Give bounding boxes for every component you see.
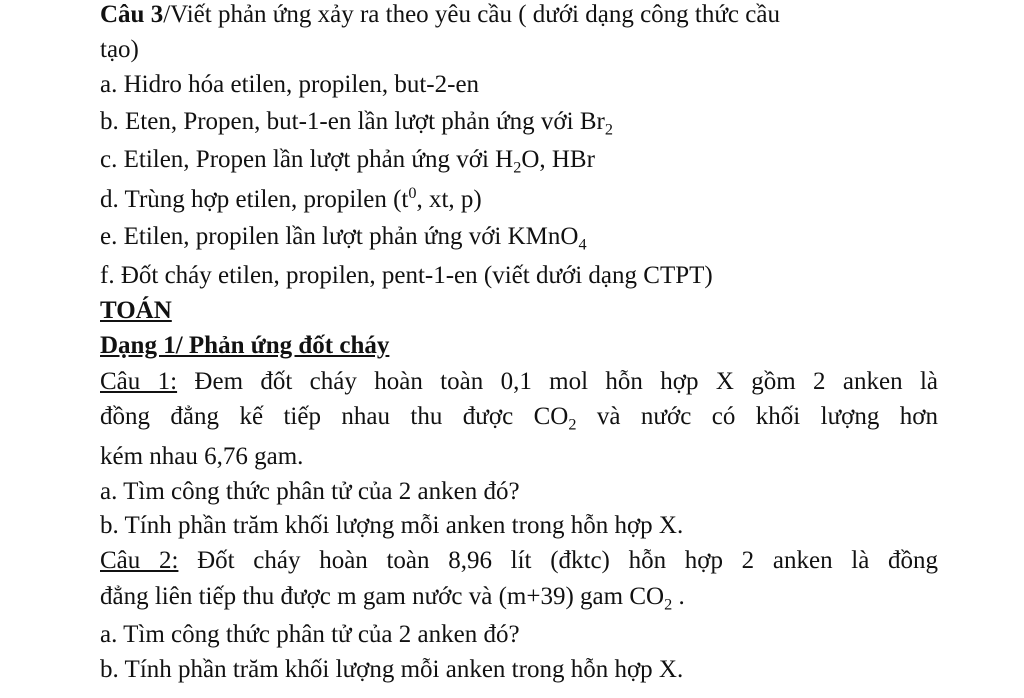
subscript: 2 bbox=[513, 158, 522, 177]
cau2-label: Câu 2: bbox=[100, 547, 179, 574]
cau2-question-a: a. Tìm công thức phân tử của 2 anken đó? bbox=[100, 621, 520, 648]
subscript: 2 bbox=[664, 595, 673, 614]
cau3-item-d bbox=[100, 185, 482, 215]
cau3-title-cont: tạo) bbox=[100, 36, 139, 63]
cau2-line2-tail: . bbox=[672, 583, 685, 610]
cau3-item-b-text: b. Eten, Propen, but-1-en lần lượt phản ứng với Br bbox=[100, 108, 605, 135]
cau2-line1 bbox=[100, 546, 938, 576]
cau3-title-text: /Viết phản ứng xảy ra theo yêu cầu ( dưới dạng công thức cầu bbox=[163, 1, 780, 28]
cau3-label: Câu 3 bbox=[100, 1, 164, 28]
cau1-line1-text: Đem đốt cháy hoàn toàn 0,1 mol hỗn hợp X gồm 2 anken là bbox=[177, 368, 939, 395]
subscript: 2 bbox=[604, 120, 613, 139]
subscript: 2 bbox=[568, 415, 577, 434]
cau1-question-b: b. Tính phần trăm khối lượng mỗi anken trong hỗn hợp X. bbox=[100, 512, 684, 539]
cau3-item-c-text: c. Etilen, Propen lần lượt phản ứng với H bbox=[100, 146, 514, 173]
cau3-item-d-text: d. Trùng hợp etilen, propilen (t bbox=[100, 186, 409, 213]
cau1-line1 bbox=[100, 367, 938, 397]
subscript: 4 bbox=[578, 235, 587, 254]
cau2-question-b: b. Tính phần trăm khối lượng mỗi anken trong hỗn hợp X. bbox=[100, 656, 684, 683]
cau3-item-e-text: e. Etilen, propilen lần lượt phản ứng với KMnO bbox=[100, 223, 579, 250]
cau2-line2 bbox=[100, 582, 685, 612]
cau3-item-c bbox=[100, 145, 595, 175]
cau3-item-a: a. Hidro hóa etilen, propilen, but-2-en bbox=[100, 71, 480, 98]
cau1-question-a: a. Tìm công thức phân tử của 2 anken đó? bbox=[100, 478, 520, 505]
section-heading: TOÁN bbox=[100, 297, 172, 324]
cau1-line2 bbox=[100, 402, 938, 432]
cau3-item-b bbox=[100, 107, 613, 137]
cau2-line1-text: Đốt cháy hoàn toàn 8,96 lít (đktc) hỗn hợp 2 anken là đồng bbox=[178, 547, 938, 574]
cau1-line2-text: đồng đẳng kế tiếp nhau thu được CO bbox=[100, 403, 569, 430]
cau3-item-c-tail: O, HBr bbox=[521, 146, 595, 173]
cau3-title bbox=[100, 0, 780, 30]
dang1-heading: Dạng 1/ Phản ứng đốt cháy bbox=[100, 332, 390, 359]
cau1-line3: kém nhau 6,76 gam. bbox=[100, 443, 304, 470]
cau1-line2-tail: và nước có khối lượng hơn bbox=[576, 403, 938, 430]
cau1-label: Câu 1: bbox=[100, 368, 178, 395]
cau2-line2-text: đẳng liên tiếp thu được m gam nước và (m+39) gam CO bbox=[100, 583, 665, 610]
cau3-item-e bbox=[100, 222, 587, 252]
cau3-item-d-tail: , xt, p) bbox=[416, 186, 482, 213]
cau3-item-f: f. Đốt cháy etilen, propilen, pent-1-en (viết dưới dạng CTPT) bbox=[100, 262, 713, 289]
superscript: 0 bbox=[408, 184, 417, 203]
